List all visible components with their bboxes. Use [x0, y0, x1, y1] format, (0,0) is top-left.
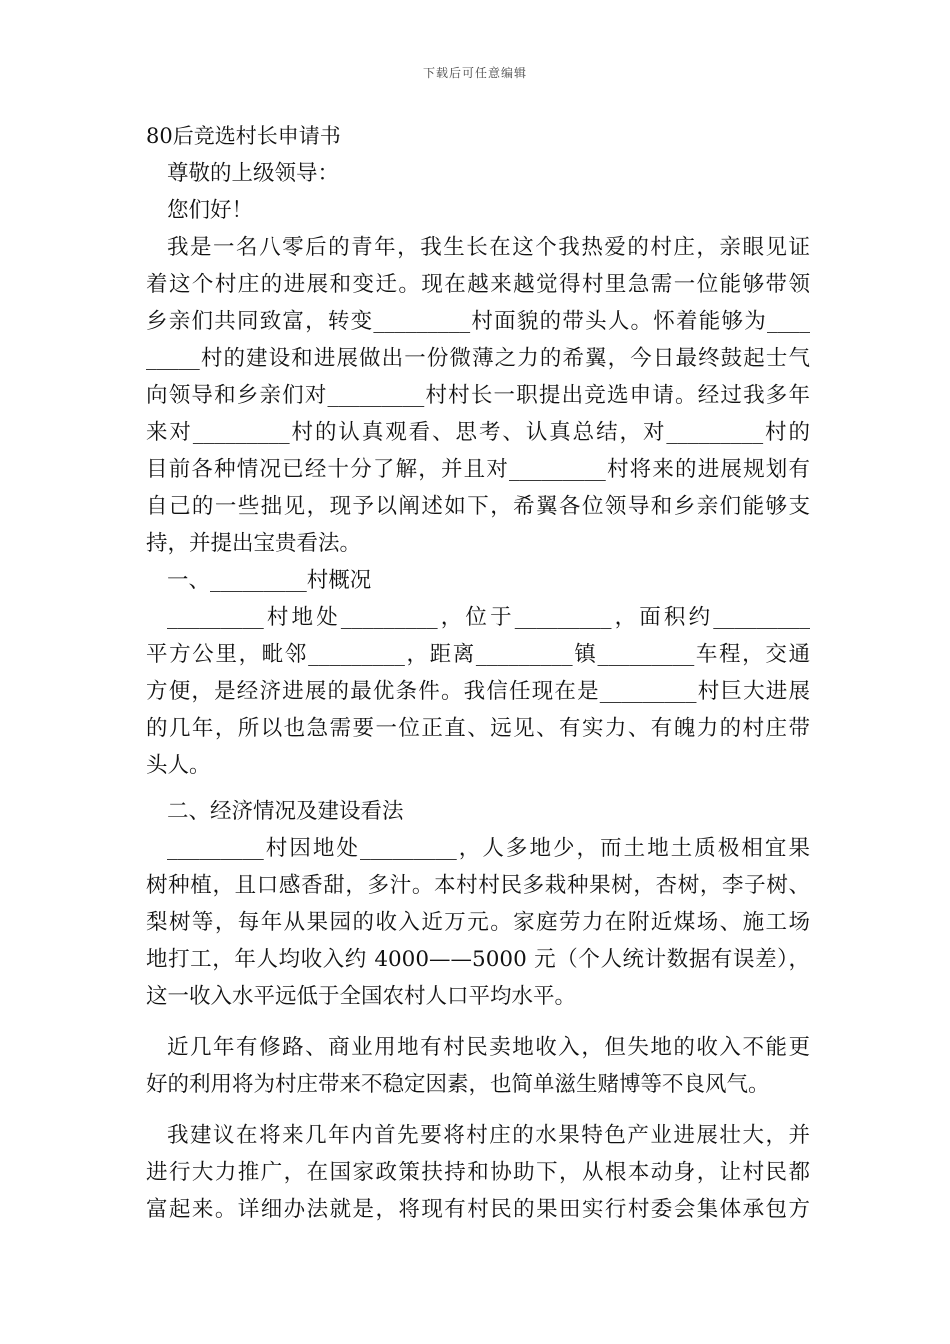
text-line: _____村的建设和进展做出一份微薄之力的希翼，今日最终鼓起士气	[146, 346, 810, 371]
text-line: 头人。	[146, 753, 211, 778]
text-line: 我建议在将来几年内首先要将村庄的水果特色产业进展壮大，并	[167, 1123, 810, 1148]
text-line: 好的利用将为村庄带来不稳定因素，也简单滋生赌博等不良风气。	[146, 1072, 770, 1097]
text-line: 着这个村庄的进展和变迁。现在越来越觉得村里急需一位能够带领	[146, 272, 810, 297]
text-line: 这一收入水平远低于全国农村人口平均水平。	[146, 984, 577, 1009]
text-line: 向领导和乡亲们对_________村村长一职提出竞选申请。经过我多年	[146, 383, 810, 408]
text-line: 的几年，所以也急需要一位正直、远见、有实力、有魄力的村庄带	[146, 716, 810, 741]
text-line: 目前各种情况已经十分了解，并且对_________村将来的进展规划有	[146, 457, 810, 482]
text-line: 地打工，年人均收入约 4000——5000 元（个人统计数据有误差），	[146, 947, 810, 972]
header-note: 下载后可任意编辑	[422, 66, 527, 80]
text-line: 富起来。详细办法就是，将现有村民的果田实行村委会集体承包方	[146, 1197, 810, 1222]
text-line: 我是一名八零后的青年，我生长在这个我热爱的村庄，亲眼见证	[167, 235, 810, 260]
text-line: 梨树等，每年从果园的收入近万元。家庭劳力在附近煤场、施工场	[146, 910, 810, 935]
intro-paragraph	[146, 229, 810, 562]
text-line: 近几年有修路、商业用地有村民卖地收入，但失地的收入不能更	[167, 1035, 810, 1060]
document-body	[146, 118, 810, 1228]
text-line: 进行大力推广，在国家政策扶持和协助下，从根本动身，让村民都	[146, 1160, 810, 1185]
section-heading: 二、经济情况及建设看法	[167, 799, 404, 824]
section-heading: 一、_________村概况	[167, 568, 372, 593]
section2-paragraph-3	[146, 1117, 810, 1228]
salutation: 尊敬的上级领导：	[167, 161, 340, 186]
section2-paragraph-2	[146, 1029, 810, 1103]
text-line: 乡亲们共同致富，转变_________村面貌的带头人。怀着能够为____	[146, 309, 810, 334]
section2-paragraph-1	[146, 830, 810, 1015]
text-line: 方便，是经济进展的最优条件。我信任现在是_________村巨大进展	[146, 679, 810, 704]
text-line: _________村因地处_________，人多地少，而土地土质极相宜果	[167, 836, 810, 861]
text-line: 来对_________村的认真观看、思考、认真总结，对_________村的	[146, 420, 810, 445]
text-line: 持，并提出宝贵看法。	[146, 531, 362, 556]
section1-paragraph	[146, 599, 810, 784]
text-line: 自己的一些拙见，现予以阐述如下，希翼各位领导和乡亲们能够支	[146, 494, 810, 519]
text-line: 平方公里，毗邻_________，距离_________镇_________车程，交通	[146, 642, 810, 667]
text-line: _________村地处_________，位于_________，面积约_________	[167, 605, 810, 630]
text-line: 树种植，且口感香甜，多汁。本村村民多栽种果树，杏树，李子树、	[146, 873, 810, 898]
document-title: 80后竞选村长申请书	[146, 124, 341, 148]
greeting: 您们好！	[167, 198, 254, 223]
